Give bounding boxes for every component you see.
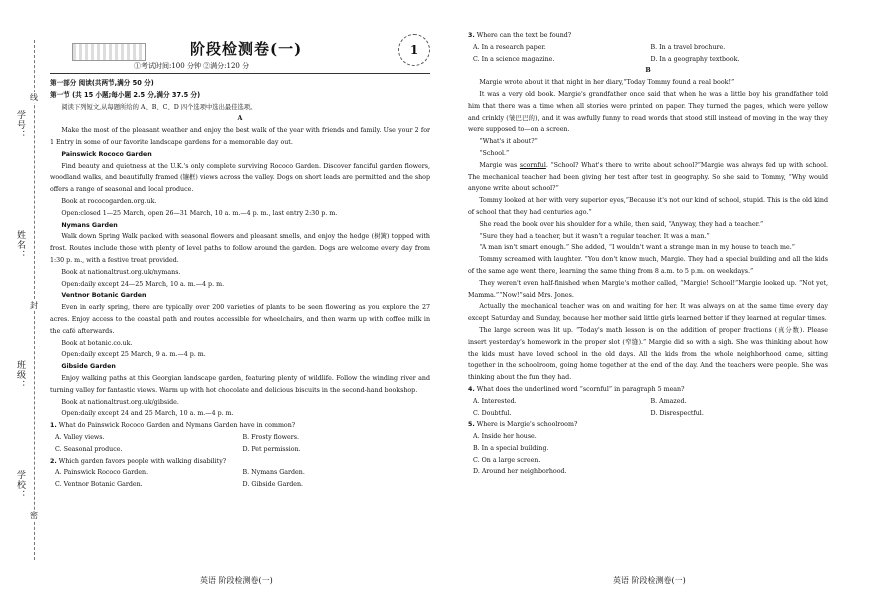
question-4-options — [468, 396, 828, 420]
garden-name: Ventnor Botanic Garden — [61, 292, 147, 300]
paragraph: Margie wrote about it that night in her diary,“Today Tommy found a real book!” — [479, 79, 735, 87]
question-number: 3. — [468, 32, 475, 39]
question-number: 5. — [468, 421, 475, 429]
question-text: Which garden favors people with walking disability? — [56, 457, 227, 465]
option[interactable]: B. Nymans Garden. — [242, 469, 305, 477]
option[interactable]: A. In a research paper. — [473, 43, 546, 51]
option[interactable]: A. Painswick Rococo Garden. — [55, 469, 149, 477]
question-1 — [50, 420, 430, 432]
option[interactable]: D. Disrespectful. — [650, 409, 704, 417]
right-body — [468, 30, 828, 478]
paragraph: They weren't even half-finished when Margie's mother called, “Margie! School!”Margie looked up. “Not yet, Mamma.”“Now!”said Mrs. Jones. — [468, 279, 828, 299]
question-3 — [468, 30, 828, 42]
paragraph-scornful — [468, 160, 828, 195]
garden-description: Enjoy walking paths at this Georgian landscape garden, featuring plenty of wildlife. Follow the winding river and turning valley for fantastic views. Warm up with hot chocolate and delicious biscuits in the second-hand bookshop. — [50, 374, 430, 394]
passage-intro: Make the most of the pleasant weather and enjoy the best walk of the year with friends and family. Use your 2 for 1 Entry in some of our favorite landscape gardens for a memorable day out. — [50, 127, 430, 146]
paragraph: “A man isn't smart enough.” She added, “I wouldn't want a strange man in my house to teach me.” — [479, 244, 795, 252]
page-seal: 1 — [398, 34, 430, 66]
option[interactable]: D. In a geography textbook. — [650, 55, 740, 63]
option[interactable]: B. Frosty flowers. — [242, 433, 299, 441]
paragraph: “What's it about?” — [479, 138, 538, 146]
page-footer: 英语 阶段检测卷(一) — [613, 576, 686, 585]
binding-margin — [0, 0, 44, 599]
underlined-word: scornful — [519, 161, 546, 169]
school-label: 学校： — [15, 470, 25, 500]
option[interactable]: A. Inside her house. — [473, 433, 537, 441]
header-rule — [50, 73, 430, 74]
name-label: 姓名： — [15, 230, 25, 260]
student-id-label: 学号： — [15, 110, 25, 140]
page-footer: 英语 阶段检测卷(一) — [200, 576, 273, 585]
question-text: What do Painswick Rococo Garden and Nymans Garden have in common? — [56, 422, 296, 430]
exam-info: ①考试时间:100 分钟 ②满分:120 分 — [134, 62, 250, 70]
paragraph: Tommy looked at her with very superior eyes,“Because it's not our kind of school, stupid. This is the old kind of school that they had centuries ago.” — [468, 197, 828, 216]
option[interactable]: D. Around her neighborhood. — [473, 468, 567, 476]
paragraph: “Sure they had a teacher, but it wasn't a regular teacher. It was a man.” — [479, 232, 710, 240]
paragraph: She read the book over his shoulder for a while, then said, “Anyway, they had a teacher.” — [479, 220, 764, 228]
garden-name: Gibside Garden — [61, 363, 116, 371]
paragraph: “School.” — [479, 149, 510, 157]
garden-name: Painswick Rococo Garden — [61, 150, 152, 158]
option[interactable]: A. Valley views. — [55, 433, 105, 441]
binding-mark: 线 — [30, 93, 38, 102]
question-4 — [468, 384, 828, 396]
option[interactable]: B. In a travel brochure. — [650, 43, 726, 51]
question-text: What does the underlined word “scornful” in paragraph 5 mean? — [474, 385, 685, 393]
section-heading: 第一节 (共 15 小题;每小题 2.5 分,满分 37.5 分) — [50, 90, 201, 99]
garden-description: Find beauty and quietness at the U.K.'s only complete surviving Rococo Garden. Discover fanciful garden flowers, woodland walks, and beautifully framed (镶框) views across the valley. Dogs on short leads are permitted and the shop offers a range of seasonal and local produce. — [50, 162, 430, 194]
question-number: 2. — [50, 457, 57, 465]
instruction-text: 阅读下列短文,从每题所给的 A、B、C、D 四个选项中选出最佳选项。 — [61, 103, 257, 111]
exam-header — [50, 34, 430, 72]
question-text: Where is Margie's schoolroom? — [474, 421, 578, 429]
garden-description: Walk down Spring Walk packed with seasonal flowers and pleasant smells, and enjoy the hedge (树篱) topped with frost. Routes include those with plenty of level paths to follow around the garden. Dogs are welcome every day from 1:30 p. m., with a festive treat provided. — [50, 233, 430, 264]
passage-a-label: A — [237, 115, 243, 123]
option[interactable]: B. Amazed. — [650, 397, 687, 405]
part-heading: 第一部分 阅读(共两节,满分 50 分) — [50, 79, 154, 87]
question-text: Where can the text be found? — [474, 32, 572, 39]
option[interactable]: C. On a large screen. — [473, 456, 541, 464]
option[interactable]: B. In a special building. — [473, 444, 549, 452]
option[interactable]: A. Interested. — [473, 397, 517, 405]
option[interactable]: C. In a science magazine. — [473, 55, 555, 63]
class-label: 班级： — [15, 360, 25, 390]
option[interactable]: C. Ventnor Botanic Garden. — [55, 481, 143, 489]
option[interactable]: C. Seasonal produce. — [55, 445, 123, 453]
left-column — [50, 0, 440, 599]
garden-opening: Open:closed 1—25 March, open 26—31 March, 10 a. m.—4 p. m., last entry 2:30 p. m. — [61, 209, 338, 217]
passage-b-label: B — [645, 67, 651, 75]
paragraph: Actually the mechanical teacher was on and waiting for her. It was always on at the same time every day except Saturday and Sunday, because her mother said little girls learned better if they learned at regular times. — [468, 303, 828, 323]
question-2 — [50, 456, 430, 468]
option[interactable]: D. Gibside Garden. — [242, 481, 304, 489]
logo-stamp — [72, 43, 146, 61]
garden-opening: Open:daily except 25 March, 9 a. m.—4 p. m. — [61, 351, 206, 359]
page-title: 阶段检测卷(一) — [190, 40, 303, 58]
garden-booking: Book at nationaltrust.org.uk/nymans. — [61, 268, 181, 276]
question-2-options — [50, 467, 430, 491]
question-5 — [468, 419, 828, 431]
garden-booking: Book at rococogarden.org.uk. — [61, 197, 157, 205]
paragraph: The large screen was lit up. “Today's math lesson is on the addition of proper fractions (真分数). Please insert yesterday's homework in the proper slot (窄缝).” Margie did so with a sigh. She was thinking about how the kids must have loved school in the old days. All the kids from the whole neighborhood came, sitting together in the schoolroom, going home together at the end of the day. And the teachers were people. She was thinking about the fun they had. — [468, 326, 828, 382]
garden-description: Even in early spring, there are typically over 200 varieties of plants to be seen flowering as you explore the 27 acres. Enjoy access to the coastal path and routes accessible for wheelchairs, and then warm up with coffee milk in the café afterwards. — [50, 304, 430, 335]
paragraph: Tommy screamed with laughter. “You don't know much, Margie. They had a special building and all the kids of the same age went there, learning the same thing from 8 a.m. to 5 p.m. on weekdays.” — [468, 256, 828, 275]
garden-booking: Book at botanic.co.uk. — [61, 339, 133, 347]
question-1-options — [50, 432, 430, 456]
binding-mark: 密 — [30, 511, 38, 520]
option[interactable]: D. Pet permission. — [242, 445, 301, 453]
garden-opening: Open:daily except 24 and 25 March, 10 a. m.—4 p. m. — [61, 410, 234, 418]
garden-name: Nymans Garden — [61, 221, 118, 229]
text-run: Margie was — [479, 161, 520, 169]
question-number: 1. — [50, 422, 57, 430]
garden-booking: Book at nationaltrust.org.uk/gibside. — [61, 398, 179, 406]
binding-mark: 封 — [30, 301, 38, 310]
paragraph: It was a very old book. Margie's grandfather once said that when he was a little boy his grandfather told him that there was a time when all stories were printed on paper. They turned the pages, which were yellow and crinkly (皱巴巴的), and it was awfully funny to read words that stood still instead of moving in the way they were supposed to—on a screen. — [468, 90, 828, 134]
question-3-options — [468, 42, 828, 66]
option[interactable]: C. Doubtful. — [473, 409, 512, 417]
text-run: . “School? What's there to write about school?”Margie was always fed up with school. The mechanical teacher had been giving her test after test in geography. So she said to Tommy, “Why would anyone write about school?” — [468, 161, 828, 193]
garden-opening: Open:daily except 24—25 March, 10 a. m.—4 p. m. — [61, 280, 225, 288]
left-body — [50, 78, 430, 491]
right-column — [468, 0, 828, 599]
question-number: 4. — [468, 385, 475, 393]
